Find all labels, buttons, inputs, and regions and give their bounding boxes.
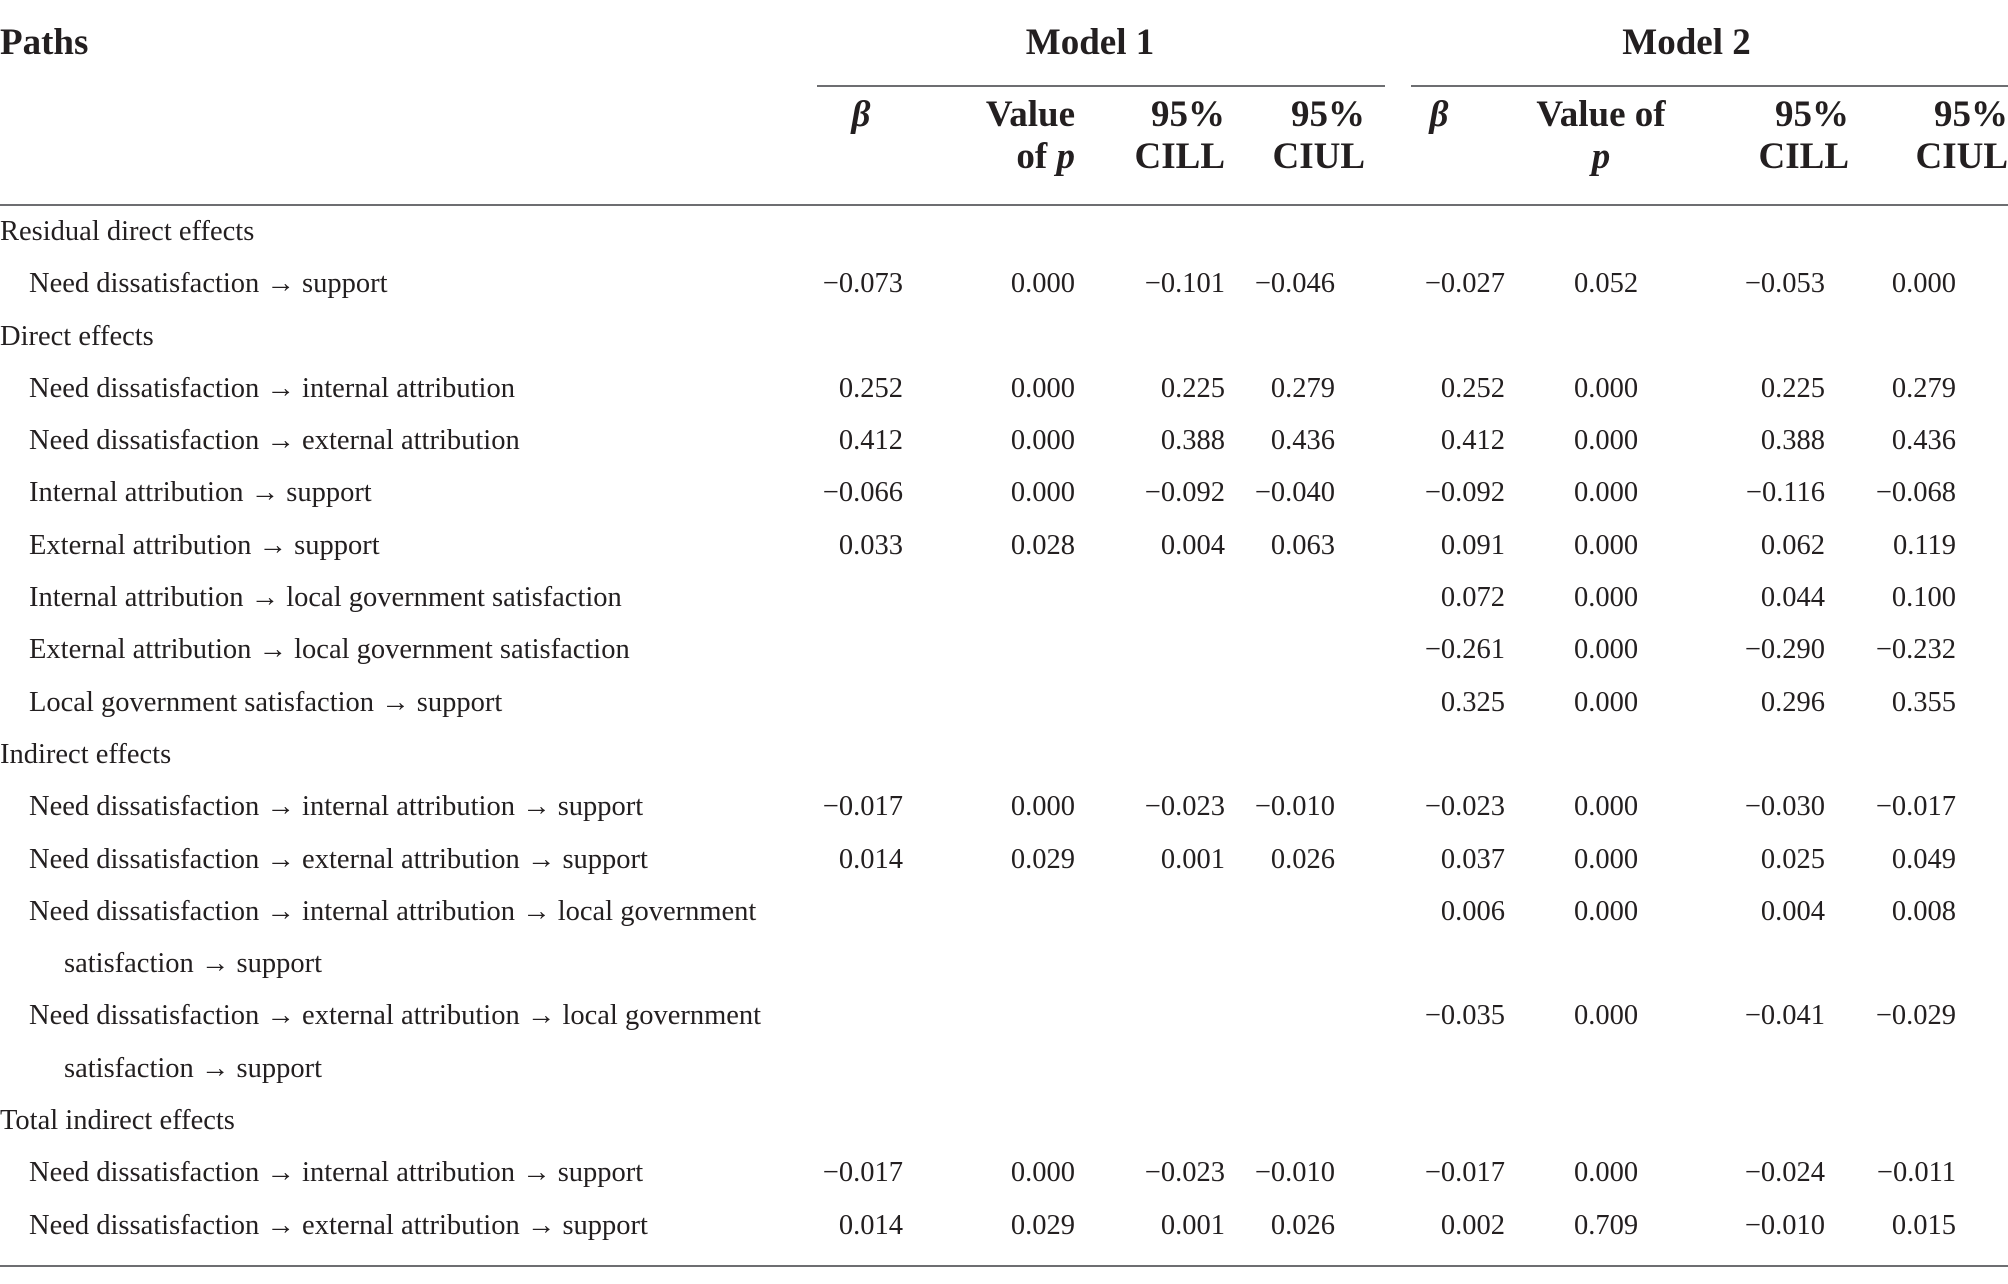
model-2-beta-cell: 0.037 [1440,843,1506,875]
model-2-cill-cell: −0.041 [1744,1000,1826,1032]
model-2-underline [1411,85,2008,87]
model-2-cill-cell: −0.053 [1744,268,1826,300]
table-body [0,206,2008,1252]
model-1-ciul-cell: −0.010 [1254,1157,1336,1189]
model-2-beta-cell: 0.072 [1440,582,1506,614]
model-2-cill-cell: 0.062 [1760,529,1826,561]
header-m2-value-of-p-line2 [1513,136,1689,178]
model-2-p-value-cell: 0.000 [1573,372,1639,404]
model-1-p-value-cell: 0.000 [1010,372,1075,404]
model-1-beta-cell [815,624,907,676]
model-1-beta-cell: −0.017 [822,1157,903,1189]
model-2-cill-cell: 0.225 [1760,372,1826,404]
model-1-ciul-cell: −0.046 [1254,268,1336,300]
model-2-ciul-cell: −0.029 [1875,1000,1957,1032]
path-label: Need dissatisfaction → support [29,268,388,300]
path-label: Need dissatisfaction → internal attribution → support [29,791,644,823]
model-1-beta-cell: 0.033 [838,529,903,561]
model-1-beta-cell: 0.014 [838,1209,903,1241]
model-2-p-value-cell: 0.000 [1573,529,1639,561]
section-row [0,729,2008,781]
model-2-beta-cell: 0.006 [1440,895,1506,927]
header-m1-value-of-p-line1: Value [985,94,1075,135]
model-2-beta-cell: −0.035 [1424,1000,1506,1032]
header-m1-ciul [1225,84,1365,206]
path-label: Internal attribution → support [29,477,372,509]
model-2-p-value-cell: 0.000 [1573,791,1639,823]
model-1-cill-cell [1075,886,1225,991]
path-cell [0,1147,815,1199]
model-2-ciul-cell: −0.017 [1875,791,1957,823]
model-1-p-value-cell: 0.000 [1010,1157,1075,1189]
model-2-p-value-cell: 0.000 [1573,1157,1639,1189]
header-m2-ciul [1849,84,2008,206]
section-row [0,311,2008,363]
header-m1-value-of-p [907,84,1075,206]
header-model-1: Model 1 [1025,22,1155,63]
section-title: Direct effects [0,320,154,352]
path-cell [0,834,815,886]
header-m1-beta: β [851,94,871,135]
model-1-p-value-cell: 0.029 [1010,843,1075,875]
model-1-cill-cell: 0.004 [1160,529,1225,561]
model-1-p-value-cell: 0.029 [1010,1209,1075,1241]
section-row [0,1095,2008,1147]
model-2-ciul-cell: 0.008 [1891,895,1957,927]
path-label-continued: satisfaction → support [64,1052,323,1084]
model-1-underline [817,85,1385,87]
path-label: Need dissatisfaction → external attribution → support [29,1209,648,1241]
path-label: Internal attribution → local government satisfaction [29,582,622,614]
model-2-p-value-cell: 0.709 [1573,1209,1639,1241]
table-row [0,834,2008,886]
header-m2-value-of-p-line1: Value of [1536,94,1666,135]
model-1-beta-cell [815,572,907,624]
model-1-ciul-cell: 0.436 [1270,425,1336,457]
model-1-p-value-cell [907,572,1075,624]
path-cell [0,572,815,624]
model-2-p-value-cell: 0.000 [1573,582,1639,614]
path-cell [0,990,815,1095]
header-m1-ciul-line2: CIUL [1272,136,1366,177]
model-1-ciul-cell: −0.040 [1254,477,1336,509]
model-2-ciul-cell: 0.436 [1891,425,1957,457]
path-label: Local government satisfaction → support [29,686,503,718]
model-1-p-value-cell [907,886,1075,991]
model-2-cill-cell: 0.004 [1760,895,1826,927]
model-1-ciul-cell: 0.063 [1270,529,1336,561]
model-2-cill-cell: −0.010 [1744,1209,1826,1241]
path-label: Need dissatisfaction → external attribution [29,425,520,457]
path-cell [0,467,815,519]
header-row-models [0,0,2008,84]
model-1-cill-cell [1075,677,1225,729]
model-2-ciul-cell: 0.015 [1891,1209,1957,1241]
model-2-cill-cell: −0.030 [1744,791,1826,823]
model-2-beta-cell: 0.412 [1440,425,1506,457]
model-1-p-value-cell: 0.000 [1010,477,1075,509]
header-m2-cill [1689,84,1849,206]
model-1-beta-cell: −0.066 [822,477,903,509]
path-label: External attribution → local government satisfaction [29,634,630,666]
section-title: Indirect effects [0,738,172,770]
model-2-beta-cell: −0.027 [1424,268,1506,300]
model-2-cill-cell: 0.025 [1760,843,1826,875]
model-2-beta-cell: −0.023 [1424,791,1506,823]
model-2-beta-cell: −0.017 [1424,1157,1506,1189]
header-m1-cill-line2: CILL [1134,136,1225,177]
model-2-ciul-cell: 0.049 [1891,843,1957,875]
header-m2-beta: β [1429,94,1449,135]
model-1-cill-cell: −0.092 [1144,477,1225,509]
path-cell [0,258,815,310]
header-m2-ciul-line1: 95% [1934,94,2008,135]
header-m2-p: p [1591,136,1611,177]
model-1-cill-cell: −0.023 [1144,1157,1225,1189]
table-row [0,1147,2008,1199]
model-2-ciul-cell: 0.119 [1892,529,1957,561]
model-1-p-value-cell: 0.028 [1010,529,1075,561]
model-2-cill-cell: 0.296 [1760,686,1826,718]
path-cell [0,520,815,572]
table-row [0,363,2008,415]
model-1-cill-cell: −0.023 [1144,791,1225,823]
model-2-beta-cell: −0.092 [1424,477,1506,509]
path-label: Need dissatisfaction → external attribution → support [29,843,648,875]
model-1-p-value-cell: 0.000 [1010,268,1075,300]
table-bottom-rule [0,1265,2008,1267]
header-m2-value-of-p [1513,84,1689,206]
path-label: Need dissatisfaction → external attribution → local government [29,1000,762,1032]
model-1-cill-cell: 0.001 [1160,843,1225,875]
model-2-beta-cell: 0.002 [1440,1209,1506,1241]
header-m1-cill-line1: 95% [1151,94,1225,135]
model-2-p-value-cell: 0.000 [1573,477,1639,509]
model-2-ciul-cell: −0.232 [1875,634,1957,666]
header-m1-p: p [1056,136,1075,177]
model-1-beta-cell: 0.412 [838,425,903,457]
model-1-beta-cell: −0.017 [822,791,903,823]
model-2-cill-cell: 0.044 [1760,582,1826,614]
header-m1-of: of [1016,136,1057,177]
model-2-beta-cell: 0.252 [1440,372,1506,404]
path-label: Need dissatisfaction → internal attribution → local government [29,895,757,927]
model-2-ciul-cell: 0.355 [1891,686,1957,718]
table-row [0,677,2008,729]
path-label: External attribution → support [29,529,380,561]
header-m2-ciul-line2: CIUL [1915,136,2008,177]
model-1-beta-cell: −0.073 [822,268,903,300]
model-1-ciul-cell: 0.279 [1270,372,1336,404]
model-2-ciul-cell: 0.279 [1891,372,1957,404]
table-row [0,258,2008,310]
table-row [0,467,2008,519]
header-row-columns [0,84,2008,206]
model-2-cill-cell: −0.290 [1744,634,1826,666]
model-1-beta-cell [815,886,907,991]
model-2-p-value-cell: 0.000 [1573,843,1639,875]
path-cell [0,415,815,467]
header-m1-ciul-line1: 95% [1291,94,1366,135]
header-m1-value-of-p-line2 [907,136,1075,178]
model-1-beta-cell: 0.014 [838,843,903,875]
table-row [0,886,2008,991]
path-cell [0,886,815,991]
model-1-beta-cell: 0.252 [838,372,903,404]
table-row [0,520,2008,572]
model-1-cill-cell [1075,572,1225,624]
model-1-ciul-cell [1225,677,1365,729]
path-cell [0,1200,815,1252]
path-cell [0,677,815,729]
model-2-ciul-cell: −0.068 [1875,477,1957,509]
model-1-p-value-cell: 0.000 [1010,791,1075,823]
model-2-p-value-cell: 0.000 [1573,1000,1639,1032]
header-paths: Paths [0,22,89,63]
model-2-p-value-cell: 0.052 [1573,268,1639,300]
model-1-p-value-cell [907,677,1075,729]
model-1-cill-cell [1075,624,1225,676]
model-1-ciul-cell: −0.010 [1254,791,1336,823]
path-cell [0,781,815,833]
model-2-p-value-cell: 0.000 [1573,425,1639,457]
model-1-cill-cell: −0.101 [1144,268,1225,300]
path-cell [0,624,815,676]
model-1-beta-cell [815,677,907,729]
path-label-continued: satisfaction → support [64,948,323,980]
model-2-ciul-cell: −0.011 [1876,1157,1957,1189]
model-2-p-value-cell: 0.000 [1573,634,1639,666]
model-1-ciul-cell [1225,624,1365,676]
header-m2-cill-line1: 95% [1775,94,1850,135]
model-2-ciul-cell: 0.000 [1891,268,1957,300]
model-1-ciul-cell: 0.026 [1270,1209,1336,1241]
section-title: Total indirect effects [0,1105,235,1137]
header-m2-cill-line2: CILL [1758,136,1850,177]
model-2-p-value-cell: 0.000 [1573,895,1639,927]
model-1-cill-cell: 0.388 [1160,425,1225,457]
model-2-ciul-cell: 0.100 [1891,582,1957,614]
model-1-p-value-cell [907,624,1075,676]
model-1-p-value-cell [907,990,1075,1095]
header-bottom-rule [0,204,2008,206]
path-cell [0,363,815,415]
table-row [0,990,2008,1095]
path-label: Need dissatisfaction → internal attribution → support [29,1157,644,1189]
table-row [0,1200,2008,1252]
model-1-ciul-cell [1225,886,1365,991]
model-1-cill-cell: 0.225 [1160,372,1225,404]
header-model-2: Model 2 [1622,22,1751,63]
model-2-cill-cell: −0.024 [1744,1157,1826,1189]
table-row [0,415,2008,467]
model-2-beta-cell: 0.091 [1440,529,1506,561]
model-1-ciul-cell: 0.026 [1270,843,1336,875]
path-label: Need dissatisfaction → internal attribution [29,372,515,404]
model-1-beta-cell [815,990,907,1095]
model-1-ciul-cell [1225,990,1365,1095]
header-m1-cill [1075,84,1225,206]
model-2-cill-cell: 0.388 [1760,425,1826,457]
model-1-ciul-cell [1225,572,1365,624]
model-2-beta-cell: −0.261 [1424,634,1506,666]
section-row [0,206,2008,258]
table-row [0,781,2008,833]
model-1-cill-cell [1075,990,1225,1095]
section-title: Residual direct effects [0,216,255,247]
model-2-beta-cell: 0.325 [1440,686,1506,718]
model-2-p-value-cell: 0.000 [1573,686,1639,718]
table-row [0,572,2008,624]
table-row [0,624,2008,676]
model-1-p-value-cell: 0.000 [1010,425,1075,457]
header-paths-spacer [0,84,815,206]
model-2-cill-cell: −0.116 [1745,477,1826,509]
model-1-cill-cell: 0.001 [1160,1209,1225,1241]
